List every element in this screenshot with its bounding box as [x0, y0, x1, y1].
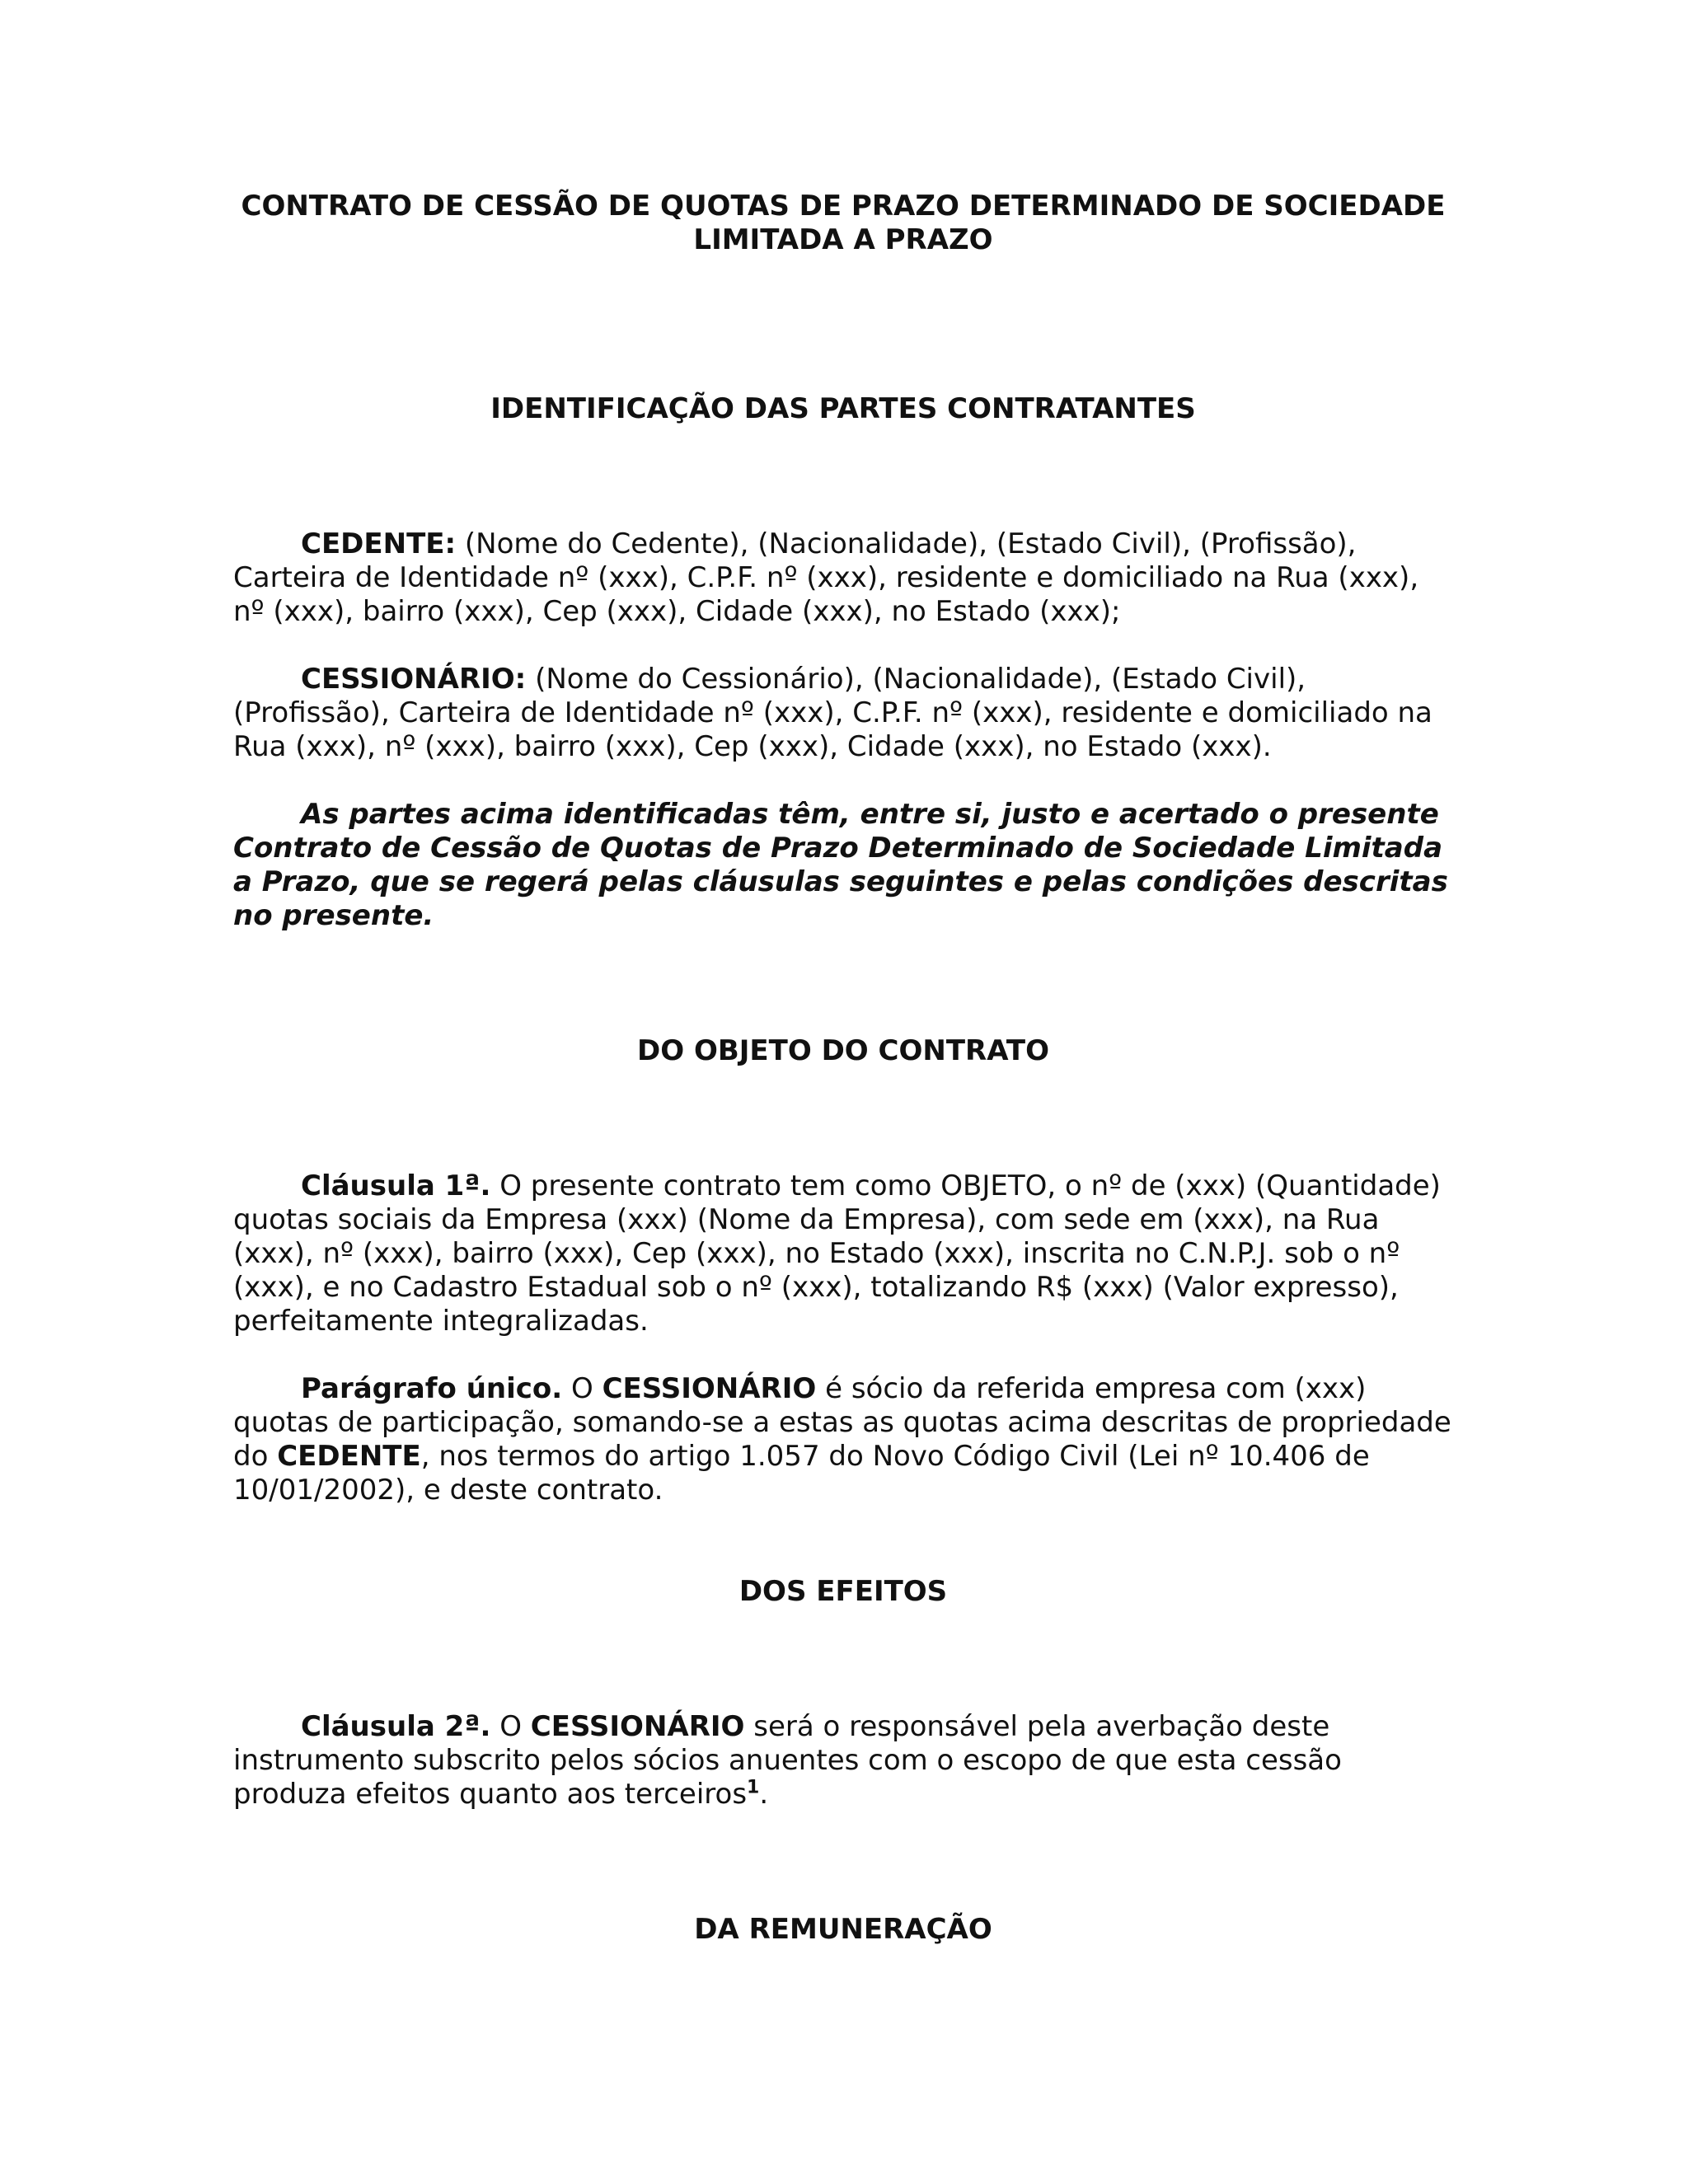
cedente-text: (Nome do Cedente), (Nacionalidade), (Estado Civil), (Profissão), Carteira de Identidade nº (xxx), C.P.F. nº (xxx), residente e domiciliado na Rua (xxx), nº (xxx), bairro (xxx), Cep (xxx), Cidade (xxx), no Estado (xxx); — [233, 527, 1419, 628]
clause-1-text: O presente contrato tem como OBJETO, o nº de (xxx) (Quantidade) quotas sociais da Empresa (xxx) (Nome da Empresa), com sede em (xxx), na Rua (xxx), nº (xxx), bairro (xxx), Cep (xxx), no Estado (xxx), inscrita no C.N.P.J. sob o nº (xxx), e no Cadastro Estadual sob o nº (xxx), totalizando R$ (xxx) (Valor expresso), perfeitamente integralizadas. — [233, 1169, 1441, 1338]
cessionario-paragraph — [233, 663, 1453, 764]
title-line-2: LIMITADA A PRAZO — [693, 223, 993, 256]
clause-2-text-b: será o responsável pela averbação deste instrumento subscrito pelos sócios anuentes com o escopo de que esta cessão produza efeitos quanto aos terceiros — [233, 1710, 1342, 1811]
paragraph-unique-text-b: é sócio da referida empresa com (xxx) quotas de participação, somando-se a estas as quotas acima descritas de propriedade do — [233, 1372, 1451, 1473]
paragraph-unique-label: Parágrafo único. — [301, 1372, 563, 1405]
clause-2-paragraph — [233, 1710, 1453, 1811]
paragraph-unique-cedente: CEDENTE — [277, 1440, 421, 1473]
clause-2-text-a: O — [490, 1710, 531, 1743]
document-body — [233, 190, 1453, 1947]
heading-effects: DOS EFEITOS — [738, 1575, 948, 1608]
cessionario-text: (Nome do Cessionário), (Nacionalidade), (Estado Civil), (Profissão), Carteira de Identidade nº (xxx), C.P.F. nº (xxx), residente e domiciliado na Rua (xxx), nº (xxx), bairro (xxx), Cep (xxx), Cidade (xxx), no Estado (xxx). — [233, 663, 1432, 763]
document-title — [233, 190, 1453, 257]
clause-2-text-c: . — [759, 1778, 769, 1811]
clause-1-label: Cláusula 1ª. — [301, 1169, 491, 1202]
title-line-1: CONTRATO DE CESSÃO DE QUOTAS DE PRAZO DETERMINADO DE SOCIEDADE — [241, 190, 1446, 223]
clause-2-cessionario: CESSIONÁRIO — [530, 1710, 745, 1743]
heading-remuneration: DA REMUNERAÇÃO — [694, 1913, 992, 1946]
paragraph-unique — [233, 1372, 1453, 1507]
cessionario-label: CESSIONÁRIO: — [301, 663, 527, 696]
heading-parties: IDENTIFICAÇÃO DAS PARTES CONTRATANTES — [490, 392, 1196, 425]
paragraph-unique-text-c: , nos termos do artigo 1.057 do Novo Código Civil (Lei nº 10.406 de 10/01/2002), e deste contrato. — [233, 1440, 1370, 1507]
heading-object: DO OBJETO DO CONTRATO — [636, 1034, 1049, 1067]
parties-statement: As partes acima identificadas têm, entre si, justo e acertado o presente Contrato de Cessão de Quotas de Prazo Determinado de Sociedade Limitada a Prazo, que se regerá pelas cláusulas seguintes e pelas condições descritas no presente. — [233, 798, 1448, 932]
paragraph-unique-text-a: O — [562, 1372, 603, 1405]
cedente-label: CEDENTE: — [301, 527, 457, 560]
footnote-mark: 1 — [747, 1777, 760, 1798]
clause-2-label: Cláusula 2ª. — [301, 1710, 491, 1743]
paragraph-unique-cessionario: CESSIONÁRIO — [602, 1372, 817, 1405]
clause-1-paragraph — [233, 1169, 1453, 1338]
cedente-paragraph — [233, 527, 1453, 629]
